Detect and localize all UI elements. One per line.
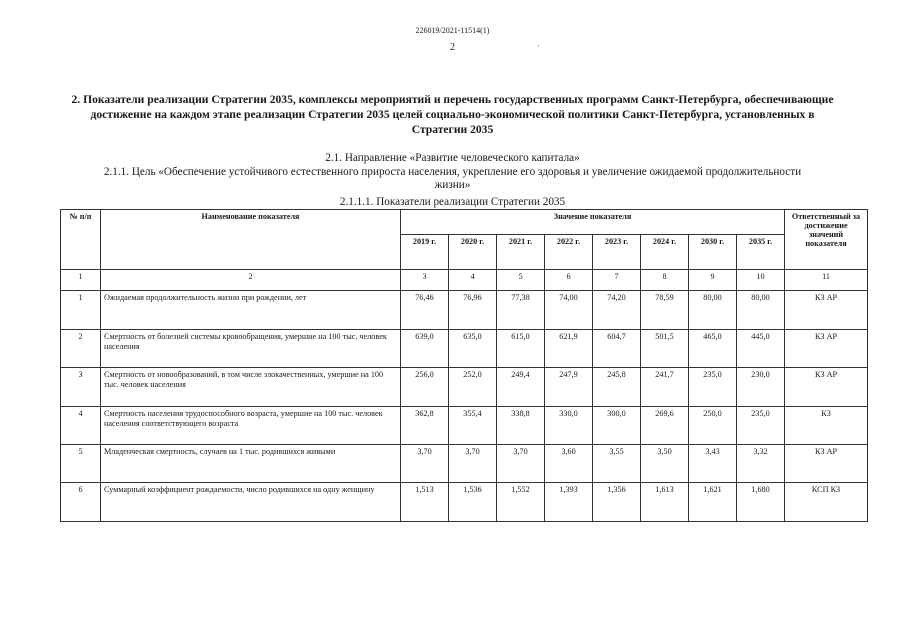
row-number: 6: [61, 483, 101, 522]
indicator-value: 3,70: [449, 445, 497, 483]
indicator-value: 80,00: [737, 291, 785, 330]
header-year: 2022 г.: [545, 235, 593, 270]
column-number: 2: [101, 270, 401, 291]
indicator-value: 3,70: [401, 445, 449, 483]
page-number: 2: [450, 42, 455, 53]
header-year: 2024 г.: [641, 235, 689, 270]
indicator-value: 76,46: [401, 291, 449, 330]
indicator-name: Ожидаемая продолжительность жизни при рождении, лет: [101, 291, 401, 330]
table-row: [61, 291, 868, 330]
column-number: 8: [641, 270, 689, 291]
row-number: 2: [61, 330, 101, 368]
table-row: [61, 368, 868, 407]
column-number: 4: [449, 270, 497, 291]
column-number: 11: [785, 270, 868, 291]
indicator-value: 635,0: [449, 330, 497, 368]
indicator-value: 330,0: [545, 407, 593, 445]
indicator-value: 230,0: [737, 368, 785, 407]
indicator-value: 3,55: [593, 445, 641, 483]
indicator-value: 76,96: [449, 291, 497, 330]
indicators-heading: 2.1.1.1. Показатели реализации Стратегии 2035: [339, 196, 566, 208]
column-number: 9: [689, 270, 737, 291]
table-row: [61, 445, 868, 483]
indicator-value: 77,38: [497, 291, 545, 330]
indicator-value: 3,70: [497, 445, 545, 483]
header-value-group: Значение показателя: [401, 210, 785, 235]
indicator-value: 269,6: [641, 407, 689, 445]
responsible-bodies: КЗ: [785, 407, 868, 445]
responsible-bodies: КЗ АР: [785, 368, 868, 407]
indicator-value: 80,00: [689, 291, 737, 330]
indicator-value: 1,621: [689, 483, 737, 522]
column-number: 1: [61, 270, 101, 291]
table-row: [61, 330, 868, 368]
indicator-value: 465,0: [689, 330, 737, 368]
column-number-row: [61, 270, 868, 291]
column-number: 5: [497, 270, 545, 291]
indicator-value: 615,0: [497, 330, 545, 368]
indicator-name: Смертность населения трудоспособного возраста, умершие на 100 тыс. человек населения соответствующего возраста: [101, 407, 401, 445]
document-id: 226019/2021-11514(1): [415, 26, 490, 35]
column-number: 6: [545, 270, 593, 291]
indicator-name: Смертность от болезней системы кровообращения, умершие на 100 тыс. человек населения: [101, 330, 401, 368]
indicator-value: 3,60: [545, 445, 593, 483]
header-year: 2019 г.: [401, 235, 449, 270]
indicator-value: 3,50: [641, 445, 689, 483]
column-number: 7: [593, 270, 641, 291]
indicator-value: 235,0: [737, 407, 785, 445]
indicator-value: 74,00: [545, 291, 593, 330]
header-year: 2035 г.: [737, 235, 785, 270]
indicator-name: Смертность от новообразований, в том числе злокачественных, умершие на 100 тыс. человек населения: [101, 368, 401, 407]
indicator-value: 3,32: [737, 445, 785, 483]
header-year: 2023 г.: [593, 235, 641, 270]
header-num: № п/п: [61, 210, 101, 270]
indicator-value: 362,8: [401, 407, 449, 445]
goal-heading: 2.1.1. Цель «Обеспечение устойчивого естественного прироста населения, укрепление его здоровья и увеличение ожидаемой продолжительности жизни»: [103, 166, 802, 191]
indicator-value: 78,59: [641, 291, 689, 330]
indicator-value: 1,536: [449, 483, 497, 522]
header-responsible: Ответственный за достижение значений показателя: [785, 210, 868, 270]
scan-mark: ·: [537, 42, 540, 51]
responsible-bodies: КЗ АР: [785, 330, 868, 368]
indicator-value: 74,20: [593, 291, 641, 330]
indicator-value: 252,0: [449, 368, 497, 407]
indicator-name: Младенческая смертность, случаев на 1 тыс. родившихся живыми: [101, 445, 401, 483]
responsible-bodies: КСП КЗ: [785, 483, 868, 522]
indicator-value: 1,680: [737, 483, 785, 522]
indicator-value: 355,4: [449, 407, 497, 445]
indicator-value: 1,393: [545, 483, 593, 522]
indicator-name: Суммарный коэффициент рождаемости, число родившихся на одну женщину: [101, 483, 401, 522]
indicator-value: 621,9: [545, 330, 593, 368]
indicator-value: 250,0: [689, 407, 737, 445]
indicator-value: 604,7: [593, 330, 641, 368]
indicator-value: 639,0: [401, 330, 449, 368]
indicator-value: 245,8: [593, 368, 641, 407]
indicator-value: 3,43: [689, 445, 737, 483]
indicators-table: [60, 209, 868, 522]
responsible-bodies: КЗ АР: [785, 445, 868, 483]
indicator-value: 1,513: [401, 483, 449, 522]
table-row: [61, 483, 868, 522]
indicator-value: 249,4: [497, 368, 545, 407]
indicator-value: 338,8: [497, 407, 545, 445]
header-year: 2030 г.: [689, 235, 737, 270]
indicator-value: 501,5: [641, 330, 689, 368]
indicator-value: 1,552: [497, 483, 545, 522]
row-number: 5: [61, 445, 101, 483]
responsible-bodies: КЗ АР: [785, 291, 868, 330]
direction-heading: 2.1. Направление «Развитие человеческого капитала»: [325, 152, 580, 164]
table-row: [61, 407, 868, 445]
indicator-value: 445,0: [737, 330, 785, 368]
indicator-value: 256,0: [401, 368, 449, 407]
column-number: 3: [401, 270, 449, 291]
column-number: 10: [737, 270, 785, 291]
row-number: 1: [61, 291, 101, 330]
header-row: [61, 210, 868, 235]
indicator-value: 247,9: [545, 368, 593, 407]
indicator-value: 1,356: [593, 483, 641, 522]
indicator-value: 241,7: [641, 368, 689, 407]
indicator-value: 300,0: [593, 407, 641, 445]
row-number: 3: [61, 368, 101, 407]
header-year: 2021 г.: [497, 235, 545, 270]
row-number: 4: [61, 407, 101, 445]
section-title: 2. Показатели реализации Стратегии 2035, комплексы мероприятий и перечень государственных программ Санкт-Петербурга, обеспечивающие достижение на каждом этапе реализации Стратегии 2035 целей социально-экономической политики Санкт-Петербурга, установленных в Стратегии 2035: [71, 93, 834, 136]
header-name: Наименование показателя: [101, 210, 401, 270]
header-year: 2020 г.: [449, 235, 497, 270]
indicator-value: 235,0: [689, 368, 737, 407]
indicator-value: 1,613: [641, 483, 689, 522]
